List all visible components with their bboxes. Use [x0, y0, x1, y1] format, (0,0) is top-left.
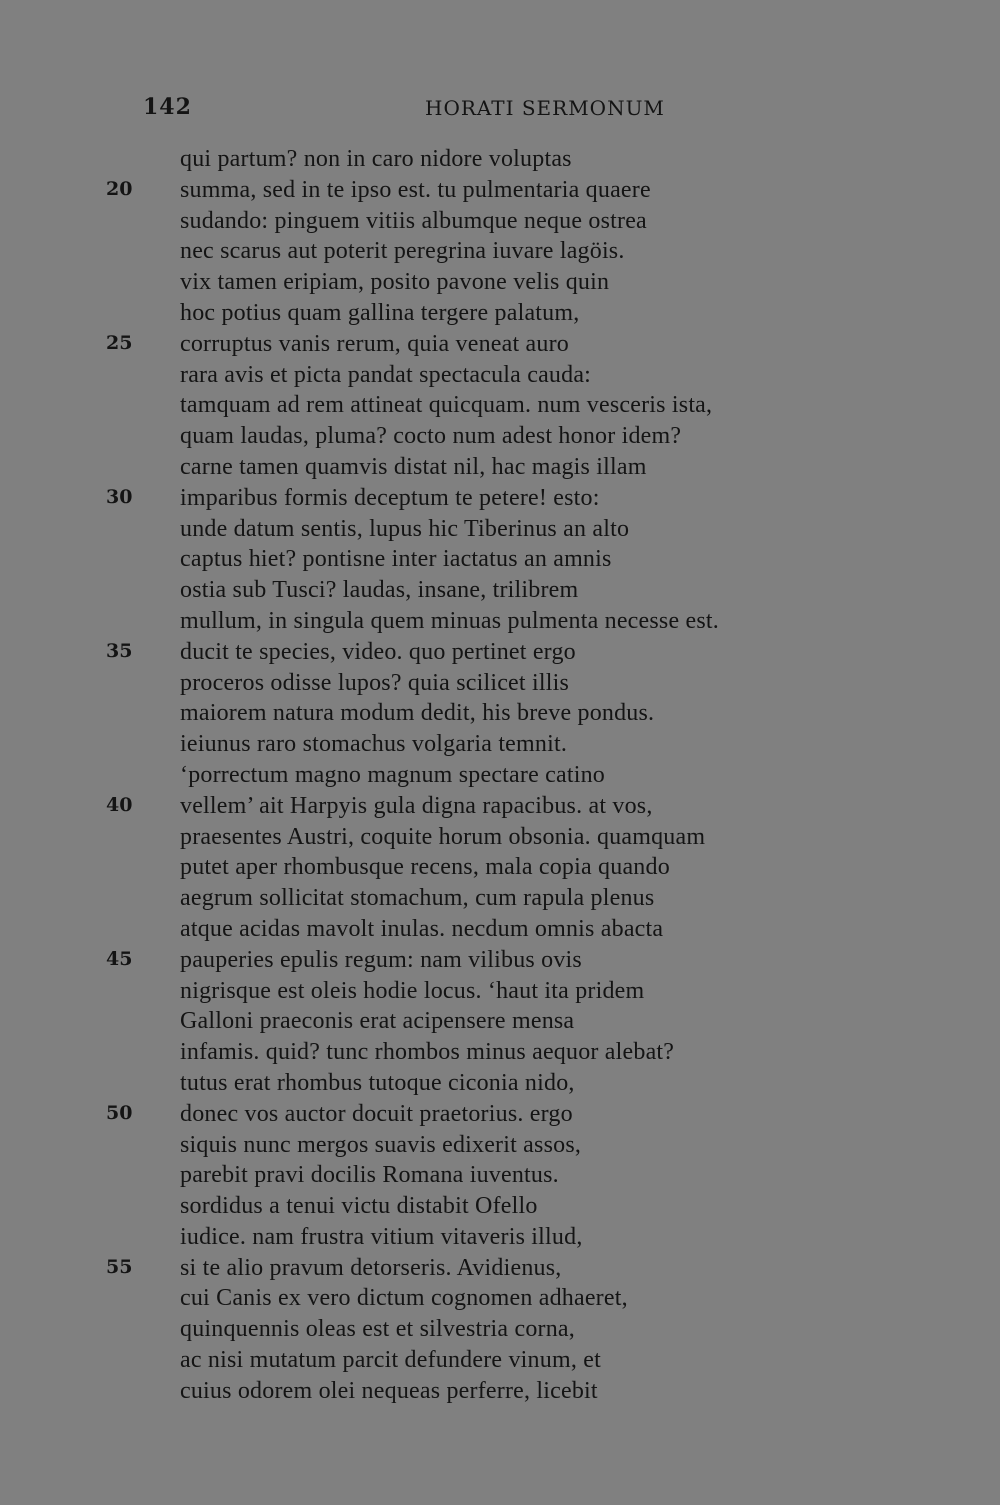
- verse-text: vix tamen eripiam, posito pavone velis quin: [180, 269, 610, 296]
- verse-line: [0, 606, 1000, 637]
- verse-text: maiorem natura modum dedit, his breve pondus.: [180, 700, 655, 727]
- verse-text: cuius odorem olei nequeas perferre, licebit: [180, 1377, 598, 1404]
- verse-line: [0, 1345, 1000, 1376]
- verse-line: [0, 1314, 1000, 1345]
- verse-text: parebit pravi docilis Romana iuventus.: [180, 1162, 559, 1189]
- verse-text: qui partum? non in caro nidore voluptas: [180, 146, 572, 172]
- verse-line: [0, 698, 1000, 729]
- verse-line: [0, 329, 1000, 360]
- verse-line: [0, 452, 1000, 483]
- verse-text: summa, sed in te ipso est. tu pulmentaria quaere: [180, 176, 651, 203]
- verse-line: [0, 1160, 1000, 1191]
- verse-line: [0, 1037, 1000, 1068]
- verse-text: ducit te species, video. quo pertinet ergo: [180, 638, 576, 665]
- verse-line: [0, 267, 1000, 298]
- verse-text: quam laudas, pluma? cocto num adest honor idem?: [180, 423, 682, 450]
- verse-line: [0, 976, 1000, 1007]
- verse-text: Galloni praeconis erat acipensere mensa: [180, 1008, 575, 1035]
- verse-text: aegrum sollicitat stomachum, cum rapula plenus: [180, 885, 655, 912]
- verse-line: [0, 822, 1000, 853]
- verse-line: [0, 1283, 1000, 1314]
- line-number: 40: [106, 793, 133, 816]
- page-number: 142: [143, 94, 192, 120]
- verse-text: praesentes Austri, coquite horum obsonia. quamquam: [180, 823, 706, 850]
- verse-line: [0, 791, 1000, 822]
- verse-text: mullum, in singula quem minuas pulmenta necesse est.: [180, 607, 719, 634]
- verse-text: ostia sub Tusci? laudas, insane, trilibrem: [180, 577, 579, 604]
- verse-line: [0, 1006, 1000, 1037]
- verse-line: [0, 668, 1000, 699]
- line-number: 55: [106, 1255, 133, 1278]
- verse-text: atque acidas mavolt inulas. necdum omnis abacta: [180, 915, 664, 942]
- line-number: 25: [106, 331, 133, 354]
- verse-line: [0, 236, 1000, 267]
- verse-text: captus hiet? pontisne inter iactatus an amnis: [180, 546, 612, 573]
- verse-text: tamquam ad rem attineat quicquam. num vesceris ista,: [180, 392, 713, 419]
- verse-line: [0, 390, 1000, 421]
- verse-block: [0, 144, 1000, 1407]
- verse-line: [0, 483, 1000, 514]
- verse-text: infamis. quid? tunc rhombos minus aequor alebat?: [180, 1039, 675, 1066]
- verse-text: cui Canis ex vero dictum cognomen adhaeret,: [180, 1285, 628, 1312]
- verse-text: iudice. nam frustra vitium vitaveris illud,: [180, 1223, 583, 1250]
- verse-line: [0, 1130, 1000, 1161]
- verse-text: ieiunus raro stomachus volgaria temnit.: [180, 731, 568, 758]
- verse-line: [0, 298, 1000, 329]
- line-number: 50: [106, 1101, 133, 1124]
- verse-text: hoc potius quam gallina tergere palatum,: [180, 299, 580, 326]
- verse-line: [0, 514, 1000, 545]
- verse-text: imparibus formis deceptum te petere! esto:: [180, 484, 600, 511]
- verse-line: [0, 852, 1000, 883]
- verse-text: tutus erat rhombus tutoque ciconia nido,: [180, 1069, 575, 1096]
- line-number: 45: [106, 947, 133, 970]
- verse-text: carne tamen quamvis distat nil, hac magis illam: [180, 453, 647, 480]
- line-number: 35: [106, 639, 133, 662]
- line-number: 20: [106, 177, 133, 200]
- verse-line: [0, 175, 1000, 206]
- verse-line: [0, 945, 1000, 976]
- verse-text: quinquennis oleas est et silvestria corna,: [180, 1316, 575, 1343]
- verse-line: [0, 760, 1000, 791]
- verse-text: putet aper rhombusque recens, mala copia quando: [180, 854, 670, 881]
- verse-text: nec scarus aut poterit peregrina iuvare lagöis.: [180, 238, 625, 265]
- verse-text: ac nisi mutatum parcit defundere vinum, et: [180, 1347, 601, 1374]
- verse-text: unde datum sentis, lupus hic Tiberinus an alto: [180, 515, 630, 542]
- verse-line: [0, 1222, 1000, 1253]
- verse-line: [0, 1191, 1000, 1222]
- verse-line: [0, 575, 1000, 606]
- verse-line: [0, 144, 1000, 175]
- verse-line: [0, 637, 1000, 668]
- verse-line: [0, 206, 1000, 237]
- verse-text: pauperies epulis regum: nam vilibus ovis: [180, 946, 582, 973]
- line-number: 30: [106, 485, 133, 508]
- verse-line: [0, 1068, 1000, 1099]
- verse-line: [0, 360, 1000, 391]
- verse-text: proceros odisse lupos? quia scilicet illis: [180, 669, 569, 696]
- verse-text: si te alio pravum detorseris. Avidienus,: [180, 1254, 562, 1281]
- verse-text: sudando: pinguem vitiis albumque neque ostrea: [180, 207, 647, 234]
- verse-text: nigrisque est oleis hodie locus. ‘haut ita pridem: [180, 977, 645, 1004]
- verse-line: [0, 914, 1000, 945]
- verse-text: ‘porrectum magno magnum spectare catino: [180, 761, 605, 788]
- verse-text: corruptus vanis rerum, quia veneat auro: [180, 330, 569, 357]
- verse-line: [0, 1376, 1000, 1407]
- verse-line: [0, 544, 1000, 575]
- verse-line: [0, 1253, 1000, 1284]
- verse-line: [0, 421, 1000, 452]
- verse-text: rara avis et picta pandat spectacula cauda:: [180, 361, 592, 388]
- verse-line: [0, 1099, 1000, 1130]
- verse-line: [0, 729, 1000, 760]
- running-head: HORATI SERMONUM: [425, 96, 665, 120]
- verse-text: siquis nunc mergos suavis edixerit assos,: [180, 1131, 582, 1158]
- verse-text: donec vos auctor docuit praetorius. ergo: [180, 1100, 573, 1127]
- verse-text: vellem’ ait Harpyis gula digna rapacibus. at vos,: [180, 792, 653, 819]
- verse-line: [0, 883, 1000, 914]
- verse-text: sordidus a tenui victu distabit Ofello: [180, 1193, 538, 1220]
